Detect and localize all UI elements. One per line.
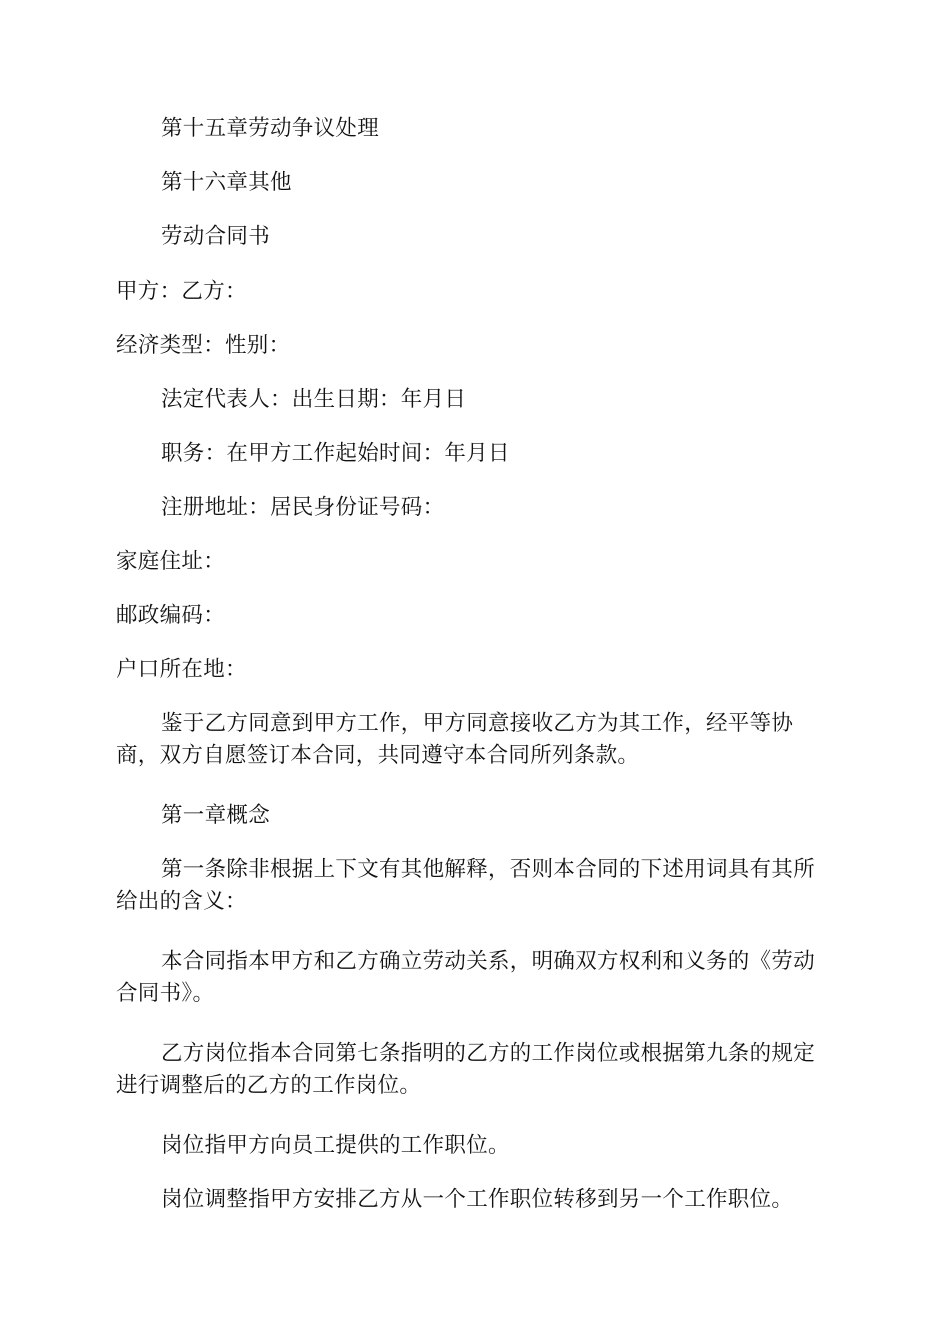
address-id-line: 注册地址：居民身份证号码：	[161, 495, 445, 520]
definition-post-adjustment-paragraph: 岗位调整指甲方安排乙方从一个工作职位转移到另一个工作职位。	[161, 1187, 794, 1212]
definition-post-b-paragraph: 乙方岗位指本合同第七条指明的乙方的工作岗位或根据第九条的规定进行调整后的乙方的工作岗位。	[116, 1041, 816, 1098]
postal-code-line: 邮政编码：	[116, 603, 226, 628]
chapter-1-heading: 第一章概念	[161, 803, 271, 828]
party-a-b-line: 甲方：乙方：	[116, 279, 247, 304]
position-start-date-line: 职务：在甲方工作起始时间：年月日	[161, 441, 510, 466]
household-registration-line: 户口所在地：	[116, 657, 247, 682]
chapter-15-heading: 第十五章劳动争议处理	[161, 116, 380, 141]
chapter-16-heading: 第十六章其他	[161, 170, 292, 195]
economic-type-gender-line: 经济类型：性别：	[116, 333, 291, 358]
definition-post-paragraph: 岗位指甲方向员工提供的工作职位。	[161, 1133, 510, 1158]
legal-rep-birthdate-line: 法定代表人：出生日期：年月日	[161, 387, 467, 412]
contract-title: 劳动合同书	[161, 224, 271, 249]
home-address-line: 家庭住址：	[116, 549, 226, 574]
article-1-paragraph: 第一条除非根据上下文有其他解释，否则本合同的下述用词具有其所给出的含义：	[116, 857, 816, 914]
definition-contract-paragraph: 本合同指本甲方和乙方确立劳动关系，明确双方权利和义务的《劳动合同书》。	[116, 949, 816, 1006]
preamble-paragraph: 鉴于乙方同意到甲方工作，甲方同意接收乙方为其工作，经平等协商，双方自愿签订本合同，共同遵守本合同所列条款。	[116, 711, 794, 768]
